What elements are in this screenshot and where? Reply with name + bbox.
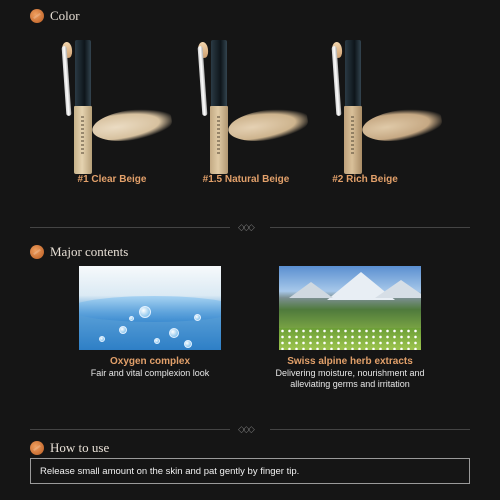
section-divider [0, 222, 500, 232]
section-title-major-contents [30, 244, 128, 260]
shade-swatch [360, 105, 443, 146]
shade-swatch [226, 105, 309, 146]
section-divider [0, 424, 500, 434]
concealer-cap [345, 40, 361, 110]
section-title-color-text: Color [50, 8, 80, 23]
ingredient-title-alpine: Swiss alpine herb extracts [287, 356, 413, 367]
ingredient-text-oxygen: Fair and vital complexion look [90, 368, 210, 378]
shade-label-1: #1 Clear Beige [77, 174, 147, 185]
concealer-cap [211, 40, 227, 110]
ingredient-title-oxygen: Oxygen complex [109, 356, 191, 367]
orange-emblem-icon [30, 441, 44, 455]
concealer-cap [75, 40, 91, 110]
concealer-tube [74, 106, 92, 174]
product-image-clear-beige [52, 40, 162, 170]
orange-emblem-icon [30, 245, 44, 259]
section-title-how-to-use [30, 440, 109, 456]
shade-label-3: #2 Rich Beige [332, 174, 398, 185]
diamond-divider-icon: ◇◇◇ [238, 222, 253, 232]
usage-instructions-text: Release small amount on the skin and pat gently by finger tip. [40, 465, 300, 477]
water-bubbles-image [79, 266, 221, 350]
shade-label-2: #1.5 Natural Beige [202, 174, 290, 185]
section-title-color [30, 8, 80, 24]
product-image-rich-beige [322, 40, 432, 170]
shade-swatch [90, 105, 173, 146]
ingredient-text-alpine: Delivering moisture, nourishment and alleviating germs and irritation [275, 368, 425, 389]
product-image-natural-beige [188, 40, 298, 170]
section-title-howto-text: How to use [50, 440, 110, 455]
concealer-tube [210, 106, 228, 174]
concealer-tube [344, 106, 362, 174]
usage-instructions-box [30, 458, 470, 484]
orange-emblem-icon [30, 9, 44, 23]
section-title-major-text: Major contents [50, 244, 129, 259]
alpine-meadow-image [279, 266, 421, 350]
diamond-divider-icon: ◇◇◇ [238, 424, 253, 434]
